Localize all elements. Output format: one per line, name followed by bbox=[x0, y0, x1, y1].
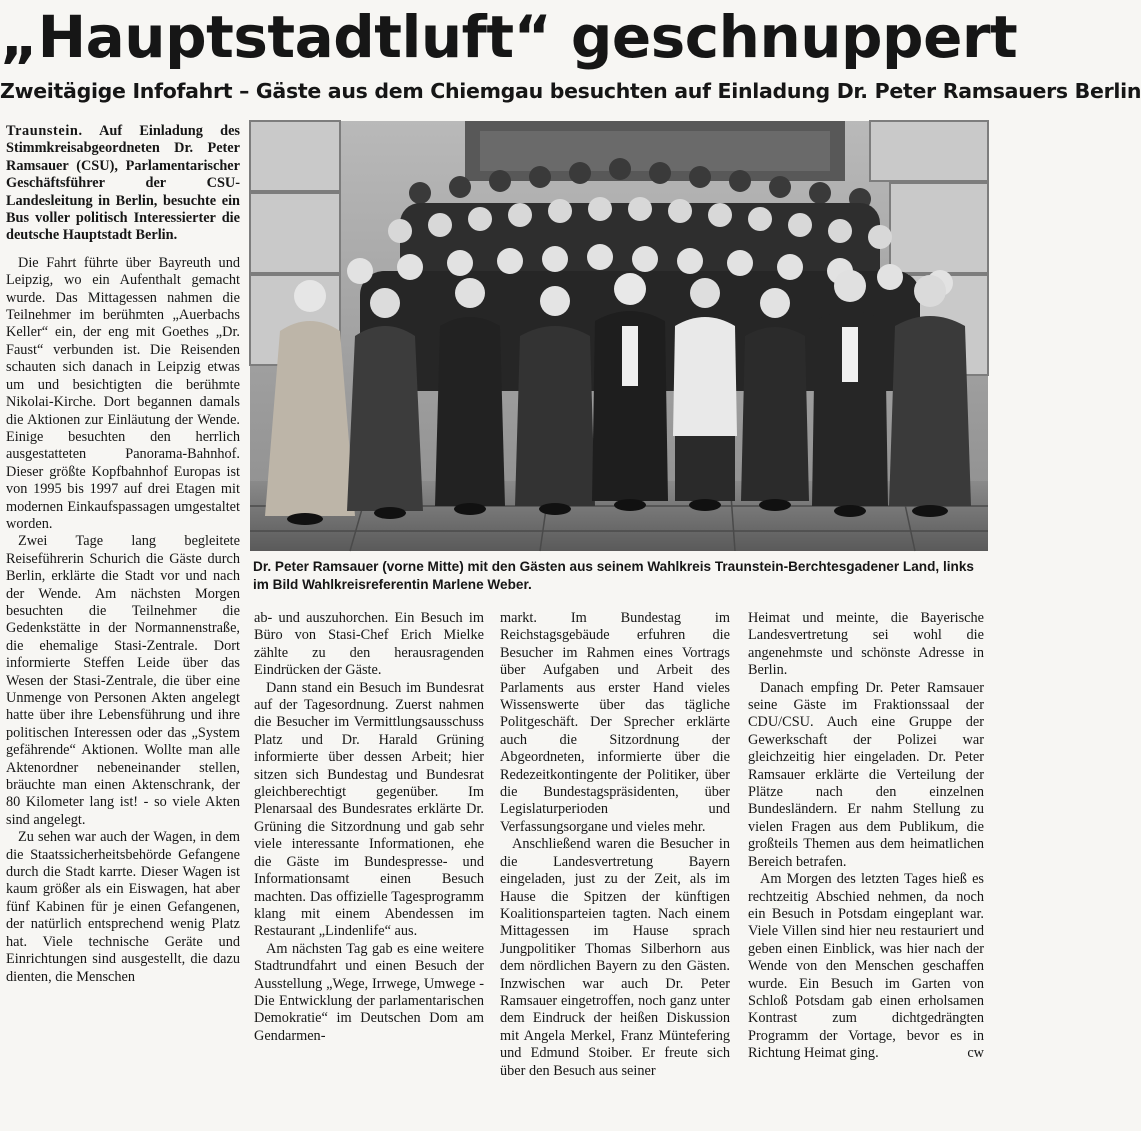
headline: „Hauptstadtluft“ geschnuppert bbox=[0, 3, 1018, 71]
paragraph: Dann stand ein Besuch im Bundesrat auf der Tagesordnung. Zuerst nahmen die Besucher im Vermittlungsausschuss Platz und Dr. Harald Grüning informierte über dessen Arbeit; hier sitzen sich Bundestag und Bundesrat gleichberechtigt gegenüber. Im Plenarsaal des Bundesrates erklärte Dr. Grüning die Sitzordnung und gab sehr viele interessante Informationen, ehe die Gäste im Bundespresse- und Informationsamt einen Besuch machten. Das offizielle Tagesprogramm klang mit einem Abendessen im Restaurant „Lindenlife“ aus. bbox=[254, 679, 484, 940]
paragraph: Zu sehen war auch der Wagen, in dem die Staatssicherheitsbehörde Gefangene durch die Stadt karrte. Dieser Wagen ist kaum größer als ein Eiswagen, hat aber fünf Kabinen für je einen Gefangenen, der natürlich entsprechend wenig Platz hat. Viele technische Geräte und Einrichtungen sind ausgestellt, die dazu dienten, die Menschen bbox=[6, 829, 240, 985]
column-1 bbox=[6, 123, 240, 1129]
lead-text: Auf Einladung des Stimmkreisabgeordneten Dr. Peter Ramsauer (CSU), Parlamentarischer Geschäftsführer der CSU-Landesleitung in Berlin, besuchte ein Bus voller politisch Interessierter die deutsche Hauptstadt Berlin. bbox=[6, 123, 240, 244]
dateline: Traunstein. bbox=[6, 123, 83, 139]
author-signature: cw bbox=[967, 1045, 984, 1062]
paragraph bbox=[748, 871, 984, 1062]
paragraph: Danach empfing Dr. Peter Ramsauer seine Gäste im Fraktionssaal der CDU/CSU. Auch eine Gruppe der Gewerkschaft der Polizei war gleichzeitig hier eingeladen. Dr. Peter Ramsauer erklärte die Verteilung der Plätze nach den einzelnen Bundesländern. Er nahm Stellung zu vielen Fragen aus dem Publikum, die großteils Themen aus dem heimatlichen Bereich betrafen. bbox=[748, 679, 984, 870]
last-paragraph-text: Am Morgen des letzten Tages hieß es rechtzeitig Abschied nehmen, da noch ein Besuch in Potsdam eingeplant war. Viele Villen sind hier neu restauriert und geben einen Einblick, was hier nach der Wende von den Menschen geschaffen wurde. Ein Besuch im Garten von Schloß Potsdam gab einen erholsamen Kontrast zum dichtgedrängten Programm der Vortage, bevor es in Richtung Heimat ging. bbox=[748, 871, 984, 1062]
column-4 bbox=[748, 610, 984, 1129]
photo-caption: Dr. Peter Ramsauer (vorne Mitte) mit den Gästen aus seinem Wahlkreis Traunstein-Berchtesgadener Land, links im Bild Wahlkreisreferentin Marlene Weber. bbox=[253, 559, 974, 592]
paragraph: Anschließend waren die Besucher in die Landesvertretung Bayern eingeladen, just zu der Zeit, als im Hause die Spitzen der künftigen Koalitionsparteien tagten. Nach einem Mittagessen im Hause sprach Jungpolitiker Thomas Silberhorn aus dem nördlichen Bayern zu den Gästen. Inzwischen war auch Dr. Peter Ramsauer eingetroffen, noch ganz unter dem Eindruck der heißen Diskussion mit Angela Merkel, Franz Müntefering und Edmund Stoiber. Er freute sich über den Besuch aus seiner bbox=[500, 836, 730, 1079]
paragraph: ab- und auszuhorchen. Ein Besuch im Büro von Stasi-Chef Erich Mielke zählte zu den herausragenden Eindrücken der Gäste. bbox=[254, 610, 484, 679]
group-photo bbox=[250, 121, 988, 551]
paragraph: Zwei Tage lang begleitete Reiseführerin Schurich die Gäste durch Berlin, erklärte die Stadt vor und nach der Wende. Am nächsten Morgen besuchten die Teilnehmer die Gedenkstätte in der Normannenstraße, die ehemalige Stasi-Zentrale. Dort informierte Steffen Leide über das Wesen der Stasi-Zentrale, die über eine Unmenge von Personen Akten angelegt hatte über ihre Lebensführung und ihre politischen Interessen oder das „System gefährende“ Aktionen. Wollte man alle Aktenordner nebeneinander stellen, bräuchte man einen Aktenschrank, der 80 Kilometer lang ist! - so viele Akten sind angelegt. bbox=[6, 533, 240, 828]
paragraph: Am nächsten Tag gab es eine weitere Stadtrundfahrt und einen Besuch der Ausstellung „Wege, Irrwege, Umwege - Die Entwicklung der parlamentarischen Demokratie“ im Deutschen Dom am Gendarmen- bbox=[254, 940, 484, 1044]
column-2 bbox=[254, 610, 484, 1129]
subheadline: Zweitägige Infofahrt – Gäste aus dem Chiemgau besuchten auf Einladung Dr. Peter Ramsauers Berlin bbox=[0, 79, 1141, 103]
group-photo-image bbox=[250, 121, 988, 551]
paragraph: Heimat und meinte, die Bayerische Landesvertretung sei wohl die angenehmste und schönste Adresse in Berlin. bbox=[748, 610, 984, 679]
column-3 bbox=[500, 610, 730, 1129]
paragraph: markt. Im Bundestag im Reichstagsgebäude erfuhren die Besucher im Rahmen eines Vortrags über Aufgaben und Arbeit des Parlaments aus erster Hand vieles Wissenswerte über das tägliche Politgeschäft. Der Sprecher erklärte auch die Sitzordnung der Abgeordneten, informierte über die Redezeitkontingente der Politiker, über die Bundestagspräsidenten, über Legislaturperioden und Verfassungsorgane und vieles mehr. bbox=[500, 610, 730, 835]
paragraph: Die Fahrt führte über Bayreuth und Leipzig, wo ein Aufenthalt gemacht wurde. Das Mittagessen nahmen die Teilnehmer im berühmten „Auerbachs Keller“ ein, der eng mit Goethes „Dr. Faust“ verbunden ist. Die Reisenden schauten sich danach in Leipzig etwas um und besichtigten die berühmte Nikolai-Kirche. Dort begannen damals die Aktionen zur Einläutung der Wende. Einige besuchten den herrlich ausgestatteten Panorama-Bahnhof. Dieser größte Kopfbahnhof Europas ist von 1995 bis 1997 auf drei Etagen mit modernen Einkaufspassagen umgestaltet worden. bbox=[6, 254, 240, 532]
lead-paragraph bbox=[6, 123, 240, 245]
